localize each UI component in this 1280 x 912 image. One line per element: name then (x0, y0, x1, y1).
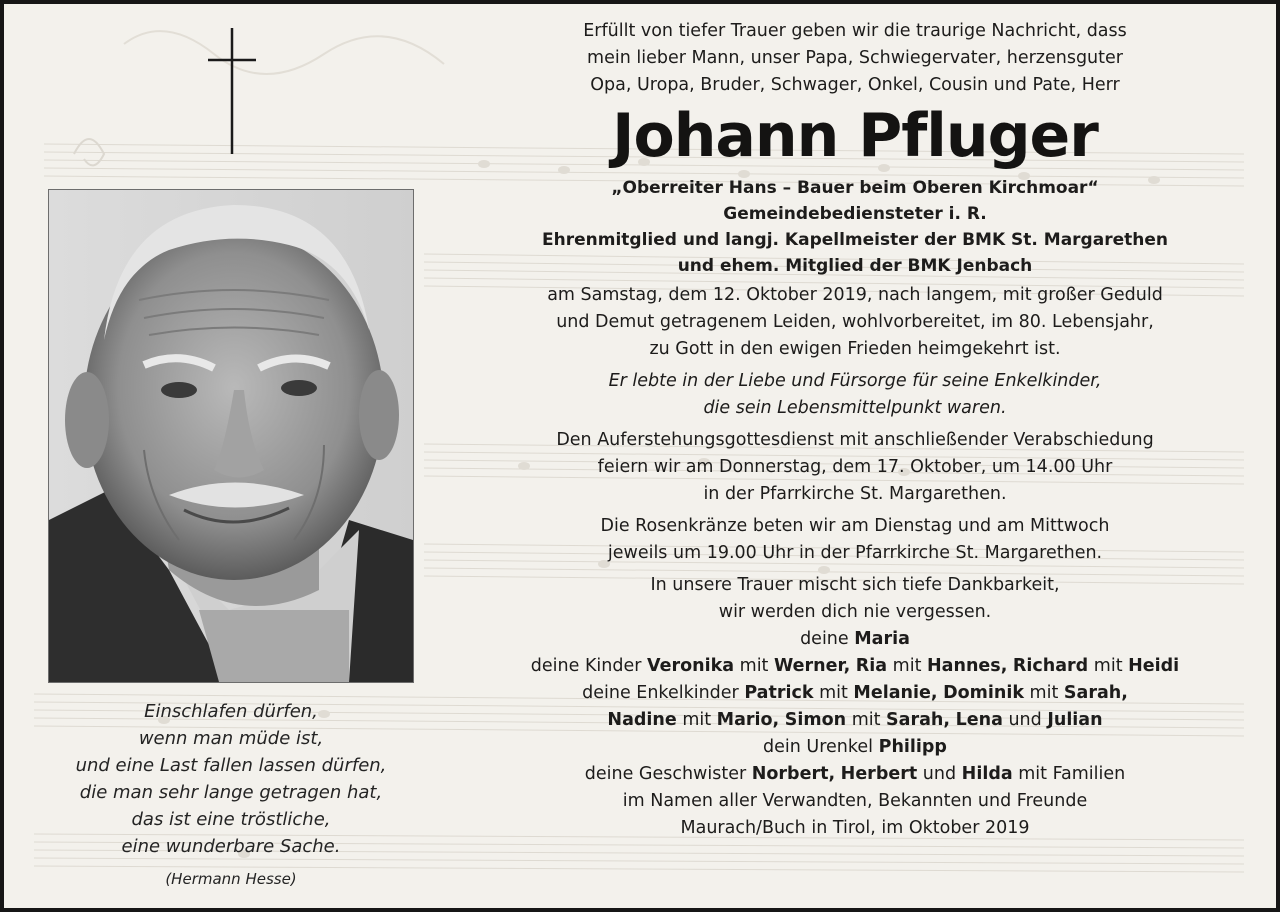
tribute-line: Er lebte in der Liebe und Fürsorge für seine Enkelkinder, (608, 371, 1102, 391)
tribute-block (434, 368, 1276, 422)
place-date: Maurach/Buch in Tirol, im Oktober 2019 (680, 818, 1030, 838)
rosary-line: jeweils um 19.00 Uhr in der Pfarrkirche St. Margarethen. (607, 543, 1103, 563)
mourner-siblings: deine Geschwister Norbert, Herbert und Hilda mit Familien (584, 764, 1126, 784)
mourner-grandchildren: deine Enkelkinder Patrick mit Melanie, Dominik mit Sarah, (582, 683, 1128, 703)
mourner-grandchildren-cont: Nadine mit Mario, Simon mit Sarah, Lena und Julian (607, 710, 1103, 730)
mourner-great-grandchild: dein Urenkel Philipp (763, 737, 947, 757)
tribute-line: die sein Lebensmittelpunkt waren. (703, 398, 1007, 418)
poem-line: Einschlafen dürfen, (144, 701, 318, 722)
mourner-relatives: im Namen aller Verwandten, Bekannten und Freunde (622, 791, 1088, 811)
thanks-line: In unsere Trauer mischt sich tiefe Dankbarkeit, (650, 575, 1060, 595)
rosary-line: Die Rosenkränze beten wir am Dienstag und am Mittwoch (600, 516, 1110, 536)
intro-line: Opa, Uropa, Bruder, Schwager, Onkel, Cousin und Pate, Herr (590, 75, 1120, 95)
death-line: und Demut getragenem Leiden, wohlvorbereitet, im 80. Lebensjahr, (556, 312, 1154, 332)
intro-line: mein lieber Mann, unser Papa, Schwiegervater, herzensguter (587, 48, 1123, 68)
poem-line: die man sehr lange getragen hat, (79, 782, 383, 803)
poem (24, 698, 438, 889)
title-line: Gemeindebediensteter i. R. (723, 204, 987, 224)
poem-line: wenn man müde ist, (138, 728, 324, 749)
intro-line: Erfüllt von tiefer Trauer geben wir die traurige Nachricht, dass (583, 21, 1127, 41)
service-line: feiern wir am Donnerstag, dem 17. Oktober, um 14.00 Uhr (597, 457, 1113, 477)
poem-line: das ist eine tröstliche, (131, 809, 331, 830)
titles-block (434, 175, 1276, 279)
death-line: zu Gott in den ewigen Frieden heimgekehrt ist. (649, 339, 1061, 359)
title-line: „Oberreiter Hans – Bauer beim Oberen Kirchmoar“ (611, 178, 1099, 198)
poem-line: eine wunderbare Sache. (121, 836, 341, 857)
title-line: und ehem. Mitglied der BMK Jenbach (677, 256, 1033, 276)
death-line: am Samstag, dem 12. Oktober 2019, nach langem, mit großer Geduld (547, 285, 1163, 305)
portrait-photo (48, 189, 414, 683)
service-line: Den Auferstehungsgottesdienst mit anschließender Verabschiedung (556, 430, 1154, 450)
poem-author: (Hermann Hesse) (165, 870, 297, 888)
mourner-wife: deine Maria (800, 629, 910, 649)
mourner-children: deine Kinder Veronika mit Werner, Ria mit Hannes, Richard mit Heidi (530, 656, 1180, 676)
deceased-name: Johann Pfluger (612, 101, 1098, 171)
cross-icon (208, 28, 256, 154)
title-line: Ehrenmitglied und langj. Kapellmeister der BMK St. Margarethen (542, 230, 1168, 250)
obituary-text (434, 18, 1276, 842)
thanks-line: wir werden dich nie vergessen. (718, 602, 992, 622)
poem-line: und eine Last fallen lassen dürfen, (75, 755, 387, 776)
service-line: in der Pfarrkirche St. Margarethen. (703, 484, 1007, 504)
